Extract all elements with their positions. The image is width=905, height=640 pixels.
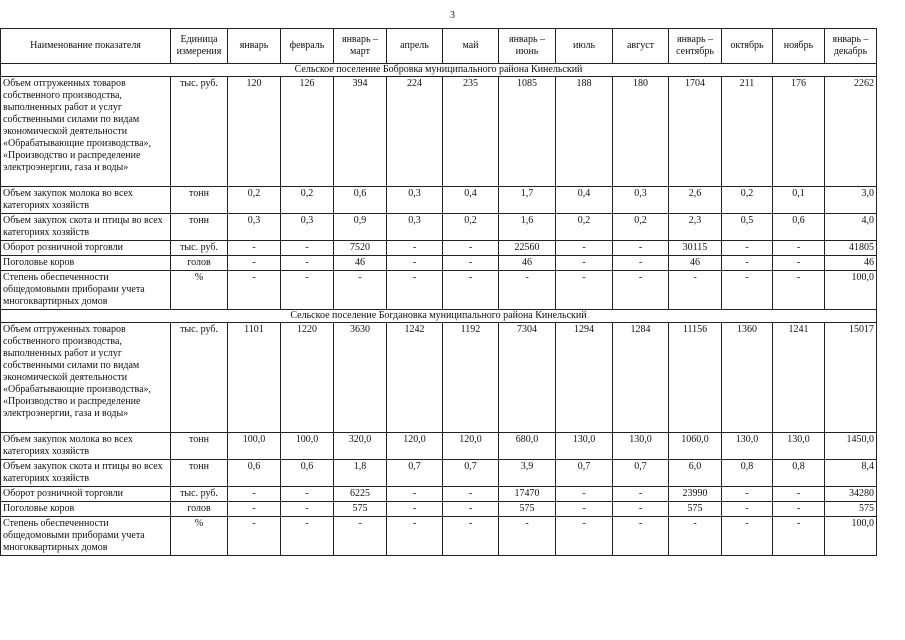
- value-cell: 0,2: [443, 214, 499, 241]
- value-cell: 1192: [443, 323, 499, 433]
- value-cell: -: [228, 256, 281, 271]
- value-cell: 1294: [556, 323, 613, 433]
- table-row: [1, 323, 877, 433]
- value-cell: 46: [825, 256, 877, 271]
- value-cell: 23990: [669, 487, 722, 502]
- value-cell: 41805: [825, 241, 877, 256]
- value-cell: 320,0: [334, 433, 387, 460]
- col-header-may: май: [443, 29, 499, 64]
- value-cell: -: [281, 502, 334, 517]
- section-header-row: [1, 64, 877, 77]
- value-cell: -: [722, 487, 773, 502]
- unit-cell: тыс. руб.: [171, 323, 228, 433]
- section-title: Сельское поселение Богдановка муниципального района Кинельский: [1, 310, 877, 323]
- value-cell: 0,3: [387, 214, 443, 241]
- value-cell: -: [228, 241, 281, 256]
- value-cell: 1704: [669, 77, 722, 187]
- value-cell: 0,2: [281, 187, 334, 214]
- value-cell: -: [722, 256, 773, 271]
- indicator-name: Оборот розничной торговли: [1, 241, 171, 256]
- value-cell: -: [387, 271, 443, 310]
- value-cell: 575: [669, 502, 722, 517]
- unit-cell: тонн: [171, 214, 228, 241]
- section-title: Сельское поселение Бобровка муниципального района Кинельский: [1, 64, 877, 77]
- col-header-indicator: Наименование показателя: [1, 29, 171, 64]
- value-cell: -: [281, 241, 334, 256]
- table-row: [1, 256, 877, 271]
- value-cell: 235: [443, 77, 499, 187]
- value-cell: -: [556, 517, 613, 556]
- value-cell: 120: [228, 77, 281, 187]
- col-header-jan-dec: январь – декабрь: [825, 29, 877, 64]
- indicator-name: Объем отгруженных товаров собственного производства, выполненных работ и услуг собственными силами по видам экономической деятельности «Обрабатывающие производства», «Производство и распределение электроэнергии, газа и воды»: [1, 77, 171, 187]
- col-header-nov: ноябрь: [773, 29, 825, 64]
- value-cell: -: [773, 256, 825, 271]
- value-cell: -: [722, 241, 773, 256]
- indicator-name: Поголовье коров: [1, 502, 171, 517]
- value-cell: 1101: [228, 323, 281, 433]
- value-cell: 3,0: [825, 187, 877, 214]
- value-cell: 3,9: [499, 460, 556, 487]
- value-cell: 176: [773, 77, 825, 187]
- value-cell: 0,3: [281, 214, 334, 241]
- value-cell: -: [613, 241, 669, 256]
- value-cell: 17470: [499, 487, 556, 502]
- value-cell: 575: [334, 502, 387, 517]
- value-cell: -: [722, 517, 773, 556]
- value-cell: 3630: [334, 323, 387, 433]
- value-cell: -: [773, 487, 825, 502]
- value-cell: -: [443, 517, 499, 556]
- col-header-jan-sep: январь – сентябрь: [669, 29, 722, 64]
- value-cell: 0,6: [334, 187, 387, 214]
- value-cell: 1360: [722, 323, 773, 433]
- value-cell: 0,6: [281, 460, 334, 487]
- col-header-jan-mar: январь – март: [334, 29, 387, 64]
- table-row: [1, 517, 877, 556]
- value-cell: 11156: [669, 323, 722, 433]
- report-table: [0, 28, 877, 556]
- value-cell: -: [613, 271, 669, 310]
- value-cell: -: [228, 502, 281, 517]
- table-row: [1, 502, 877, 517]
- table-row: [1, 187, 877, 214]
- value-cell: 100,0: [825, 517, 877, 556]
- value-cell: 0,9: [334, 214, 387, 241]
- value-cell: 1,6: [499, 214, 556, 241]
- value-cell: -: [556, 241, 613, 256]
- value-cell: 100,0: [228, 433, 281, 460]
- value-cell: 0,2: [613, 214, 669, 241]
- value-cell: 1284: [613, 323, 669, 433]
- section-header-row: [1, 310, 877, 323]
- value-cell: 1085: [499, 77, 556, 187]
- value-cell: 1241: [773, 323, 825, 433]
- value-cell: -: [556, 502, 613, 517]
- unit-cell: тыс. руб.: [171, 241, 228, 256]
- value-cell: 120,0: [387, 433, 443, 460]
- value-cell: -: [613, 517, 669, 556]
- col-header-jul: июль: [556, 29, 613, 64]
- value-cell: 0,6: [773, 214, 825, 241]
- value-cell: 34280: [825, 487, 877, 502]
- value-cell: -: [281, 271, 334, 310]
- table-row: [1, 433, 877, 460]
- col-header-jan: январь: [228, 29, 281, 64]
- value-cell: 1,8: [334, 460, 387, 487]
- value-cell: -: [228, 271, 281, 310]
- value-cell: 0,7: [443, 460, 499, 487]
- value-cell: 394: [334, 77, 387, 187]
- value-cell: 0,2: [722, 187, 773, 214]
- unit-cell: тонн: [171, 460, 228, 487]
- unit-cell: тыс. руб.: [171, 487, 228, 502]
- value-cell: 1060,0: [669, 433, 722, 460]
- value-cell: 0,3: [387, 187, 443, 214]
- value-cell: 0,7: [613, 460, 669, 487]
- value-cell: 1242: [387, 323, 443, 433]
- value-cell: 1220: [281, 323, 334, 433]
- value-cell: -: [556, 271, 613, 310]
- value-cell: 0,4: [443, 187, 499, 214]
- col-header-feb: февраль: [281, 29, 334, 64]
- value-cell: -: [669, 517, 722, 556]
- value-cell: -: [499, 517, 556, 556]
- col-header-unit: Единица измерения: [171, 29, 228, 64]
- value-cell: -: [722, 271, 773, 310]
- value-cell: -: [281, 256, 334, 271]
- value-cell: 575: [825, 502, 877, 517]
- value-cell: 46: [669, 256, 722, 271]
- value-cell: 0,3: [228, 214, 281, 241]
- table-row: [1, 487, 877, 502]
- value-cell: -: [443, 256, 499, 271]
- value-cell: -: [773, 517, 825, 556]
- value-cell: 0,5: [722, 214, 773, 241]
- value-cell: -: [613, 502, 669, 517]
- indicator-name: Степень обеспеченности общедомовыми приборами учета многоквартирных домов: [1, 517, 171, 556]
- value-cell: 0,7: [556, 460, 613, 487]
- indicator-name: Объем закупок молока во всех категориях хозяйств: [1, 433, 171, 460]
- value-cell: -: [773, 271, 825, 310]
- value-cell: 0,2: [556, 214, 613, 241]
- value-cell: -: [443, 241, 499, 256]
- table-row: [1, 241, 877, 256]
- value-cell: -: [387, 256, 443, 271]
- value-cell: 120,0: [443, 433, 499, 460]
- value-cell: 100,0: [825, 271, 877, 310]
- value-cell: -: [773, 502, 825, 517]
- value-cell: 46: [499, 256, 556, 271]
- value-cell: -: [443, 271, 499, 310]
- value-cell: -: [556, 256, 613, 271]
- value-cell: -: [499, 271, 556, 310]
- value-cell: 575: [499, 502, 556, 517]
- value-cell: 130,0: [722, 433, 773, 460]
- table-row: [1, 460, 877, 487]
- value-cell: -: [613, 487, 669, 502]
- table-row: [1, 77, 877, 187]
- value-cell: -: [443, 502, 499, 517]
- report-body: [1, 64, 877, 556]
- value-cell: -: [387, 487, 443, 502]
- value-cell: 6,0: [669, 460, 722, 487]
- value-cell: 224: [387, 77, 443, 187]
- value-cell: -: [443, 487, 499, 502]
- value-cell: 0,2: [228, 187, 281, 214]
- unit-cell: тонн: [171, 187, 228, 214]
- value-cell: 130,0: [556, 433, 613, 460]
- unit-cell: голов: [171, 256, 228, 271]
- unit-cell: тыс. руб.: [171, 77, 228, 187]
- value-cell: 22560: [499, 241, 556, 256]
- value-cell: 211: [722, 77, 773, 187]
- value-cell: 2,3: [669, 214, 722, 241]
- value-cell: -: [281, 487, 334, 502]
- value-cell: 180: [613, 77, 669, 187]
- value-cell: 2,6: [669, 187, 722, 214]
- value-cell: 0,6: [228, 460, 281, 487]
- value-cell: -: [556, 487, 613, 502]
- value-cell: 0,1: [773, 187, 825, 214]
- unit-cell: %: [171, 271, 228, 310]
- value-cell: -: [281, 517, 334, 556]
- page-number: 3: [450, 10, 455, 21]
- value-cell: 680,0: [499, 433, 556, 460]
- value-cell: -: [669, 271, 722, 310]
- indicator-name: Поголовье коров: [1, 256, 171, 271]
- value-cell: -: [613, 256, 669, 271]
- value-cell: -: [722, 502, 773, 517]
- unit-cell: голов: [171, 502, 228, 517]
- col-header-jan-jun: январь – июнь: [499, 29, 556, 64]
- value-cell: 1450,0: [825, 433, 877, 460]
- indicator-name: Оборот розничной торговли: [1, 487, 171, 502]
- value-cell: 0,3: [613, 187, 669, 214]
- value-cell: 46: [334, 256, 387, 271]
- value-cell: 0,8: [773, 460, 825, 487]
- value-cell: 7304: [499, 323, 556, 433]
- indicator-name: Объем закупок скота и птицы во всех категориях хозяйств: [1, 460, 171, 487]
- value-cell: -: [387, 517, 443, 556]
- indicator-name: Объем закупок скота и птицы во всех категориях хозяйств: [1, 214, 171, 241]
- value-cell: 100,0: [281, 433, 334, 460]
- value-cell: 6225: [334, 487, 387, 502]
- value-cell: 130,0: [613, 433, 669, 460]
- indicator-name: Объем закупок молока во всех категориях хозяйств: [1, 187, 171, 214]
- col-header-aug: август: [613, 29, 669, 64]
- value-cell: 0,7: [387, 460, 443, 487]
- value-cell: 2262: [825, 77, 877, 187]
- value-cell: -: [334, 271, 387, 310]
- unit-cell: тонн: [171, 433, 228, 460]
- value-cell: 4,0: [825, 214, 877, 241]
- unit-cell: %: [171, 517, 228, 556]
- indicator-name: Объем отгруженных товаров собственного производства, выполненных работ и услуг собственными силами по видам экономической деятельности «Обрабатывающие производства», «Производство и распределение электроэнергии, газа и воды»: [1, 323, 171, 433]
- value-cell: 130,0: [773, 433, 825, 460]
- value-cell: 7520: [334, 241, 387, 256]
- value-cell: 126: [281, 77, 334, 187]
- value-cell: -: [387, 241, 443, 256]
- value-cell: -: [773, 241, 825, 256]
- table-row: [1, 214, 877, 241]
- value-cell: 8,4: [825, 460, 877, 487]
- value-cell: 0,4: [556, 187, 613, 214]
- value-cell: -: [228, 517, 281, 556]
- indicator-name: Степень обеспеченности общедомовыми приборами учета многоквартирных домов: [1, 271, 171, 310]
- table-row: [1, 271, 877, 310]
- header-row: [1, 29, 877, 64]
- value-cell: 1,7: [499, 187, 556, 214]
- col-header-apr: апрель: [387, 29, 443, 64]
- value-cell: 30115: [669, 241, 722, 256]
- value-cell: -: [228, 487, 281, 502]
- col-header-oct: октябрь: [722, 29, 773, 64]
- value-cell: 0,8: [722, 460, 773, 487]
- value-cell: 188: [556, 77, 613, 187]
- value-cell: -: [334, 517, 387, 556]
- value-cell: -: [387, 502, 443, 517]
- value-cell: 15017: [825, 323, 877, 433]
